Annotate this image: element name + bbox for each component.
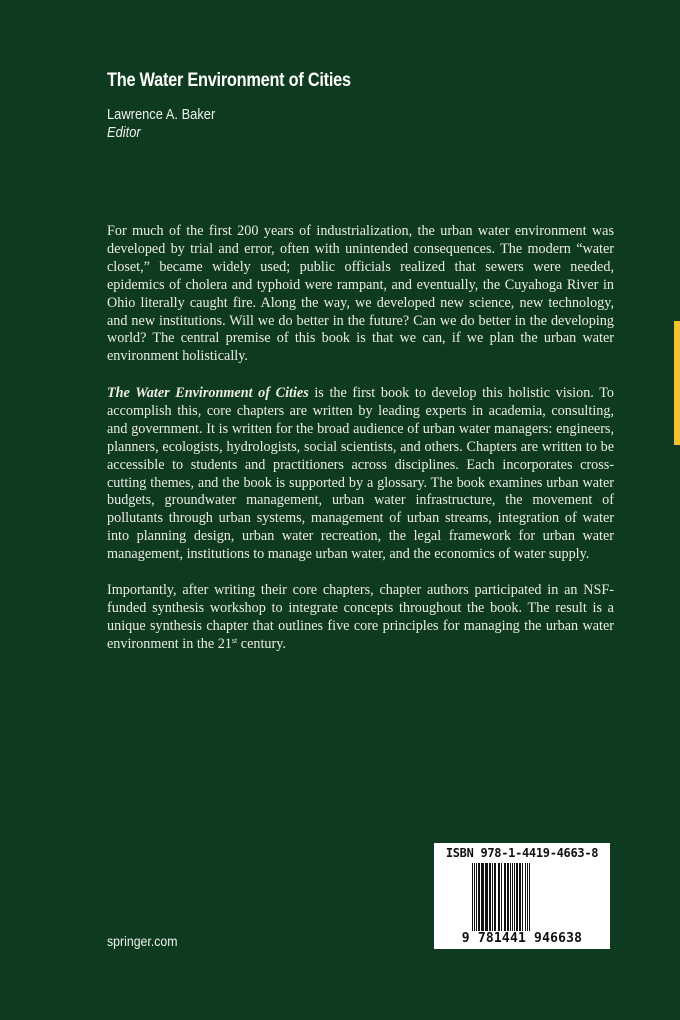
book-title-emphasis: The Water Environment of Cities — [107, 385, 309, 401]
spine-accent-bar — [674, 321, 680, 445]
publisher-url: springer.com — [107, 933, 178, 949]
ean-digits-text: 9 781441 946638 — [461, 931, 583, 946]
blurb-paragraph-1: For much of the first 200 years of industrialization, the urban water environment was developed by trial and error, often with unintended consequences. The modern “water closet,” became widely used; public officials realized that sewers were needed, epidemics of cholera and typhoid were rampant, and eventually, the Cuyahoga River in Ohio literally caught fire. Along the way, we developed new science, new technology, and new institutions. Will we do better in the future? Can we do better in the developing world? The central premise of this book is that we can, if we plan the urban water environment holistically. — [107, 223, 614, 365]
author-name: Lawrence A. Baker — [107, 106, 216, 123]
isbn-barcode — [434, 843, 610, 949]
blurb-paragraph-3-text: Importantly, after writing their core chapters, chapter authors participated in an NSF-funded synthesis workshop to integrate concepts throughout the book. The result is a unique synthesis chapter that outlines five core principles for managing the urban water environment in the 21 — [107, 582, 614, 652]
blurb-paragraph-2 — [107, 385, 614, 564]
author-role: Editor — [107, 124, 141, 141]
blurb-paragraph-3-end: century. — [237, 635, 286, 652]
blurb-paragraph-3 — [107, 582, 614, 654]
blurb-paragraph-2-text: is the first book to develop this holistic vision. To accomplish this, core chapters are written by leading experts in academia, consulting, and government. It is written for the broad audience of urban water managers: engineers, planners, ecologists, hydrologists, social scientists, and others. Chapters are written to be accessible to students and practitioners across disciplines. Each incorporates cross-cutting themes, and the book is supported by a glossary. The book examines urban water budgets, groundwater management, urban water infrastructure, the movement of pollutants through urban systems, management of urban streams, integration of water into planning design, urban water recreation, the legal framework for urban water management, institutions to manage urban water, and the economics of water supply. — [107, 385, 614, 563]
barcode-bar — [530, 863, 531, 933]
ordinal-suffix: st — [231, 635, 238, 645]
book-title: The Water Environment of Cities — [107, 70, 351, 91]
isbn-label: ISBN 978-1-4419-4663-8 — [445, 846, 599, 860]
ean-digits — [434, 931, 610, 946]
barcode-bars — [472, 863, 572, 933]
